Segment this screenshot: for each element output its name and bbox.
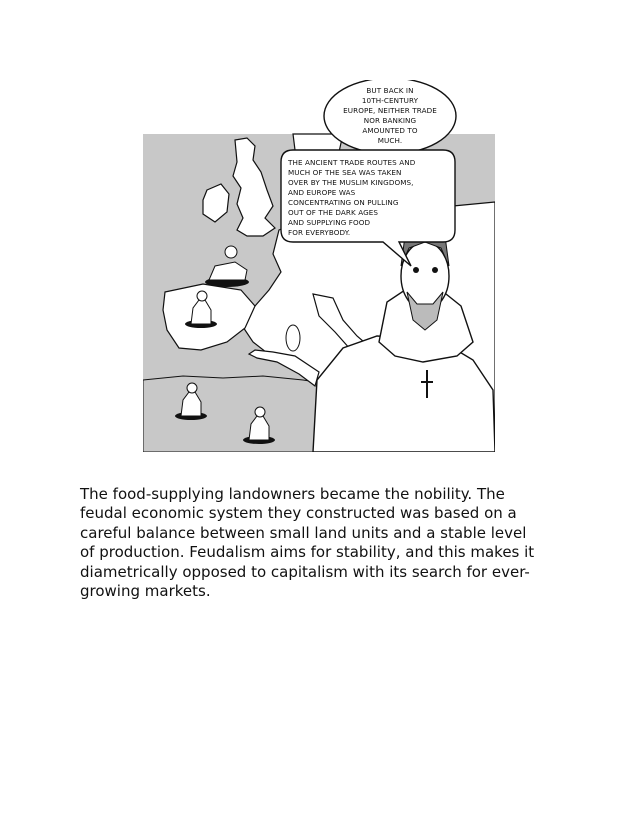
caption-line: The food-supplying landowners became the nobility. The xyxy=(80,485,505,503)
bubble-main-line: AND EUROPE WAS xyxy=(288,188,356,197)
bubble-main-line: CONCENTRATING ON PULLING xyxy=(288,198,399,207)
bubble-top-line: AMOUNTED TO xyxy=(362,126,418,135)
speech-bubble-main-text xyxy=(288,158,456,238)
speech-bubble-top-text xyxy=(331,86,449,146)
bubble-top-line: NOR BANKING xyxy=(363,116,417,125)
bubble-top-line: BUT BACK IN xyxy=(366,86,414,95)
caption-line: growing markets. xyxy=(80,582,211,601)
comic-panel xyxy=(143,80,495,452)
bubble-top-line: MUCH. xyxy=(377,136,403,145)
map-sardinia xyxy=(286,325,300,351)
bubble-main-line: THE ANCIENT TRADE ROUTES AND xyxy=(288,158,416,167)
caption-paragraph xyxy=(80,485,560,601)
caption-line: of production. Feudalism aims for stability, and this makes it xyxy=(80,543,535,562)
caption-line: feudal economic system they constructed was based on a xyxy=(80,504,517,523)
caption-line: careful balance between small land units and a stable level xyxy=(80,523,527,542)
bubble-main-line: FOR EVERYBODY. xyxy=(288,228,351,237)
bubble-main-line: AND SUPPLYING FOOD xyxy=(288,218,371,227)
bubble-main-line: OUT OF THE DARK AGES xyxy=(288,208,379,217)
bubble-main-line: MUCH OF THE SEA WAS TAKEN xyxy=(288,168,402,177)
bubble-top-line: 10TH-CENTURY xyxy=(361,96,419,105)
bubble-top-line: EUROPE, NEITHER TRADE xyxy=(343,106,437,115)
caption-line: diametrically opposed to capitalism with its search for ever- xyxy=(80,562,530,581)
bubble-main-line: OVER BY THE MUSLIM KINGDOMS, xyxy=(288,178,414,187)
